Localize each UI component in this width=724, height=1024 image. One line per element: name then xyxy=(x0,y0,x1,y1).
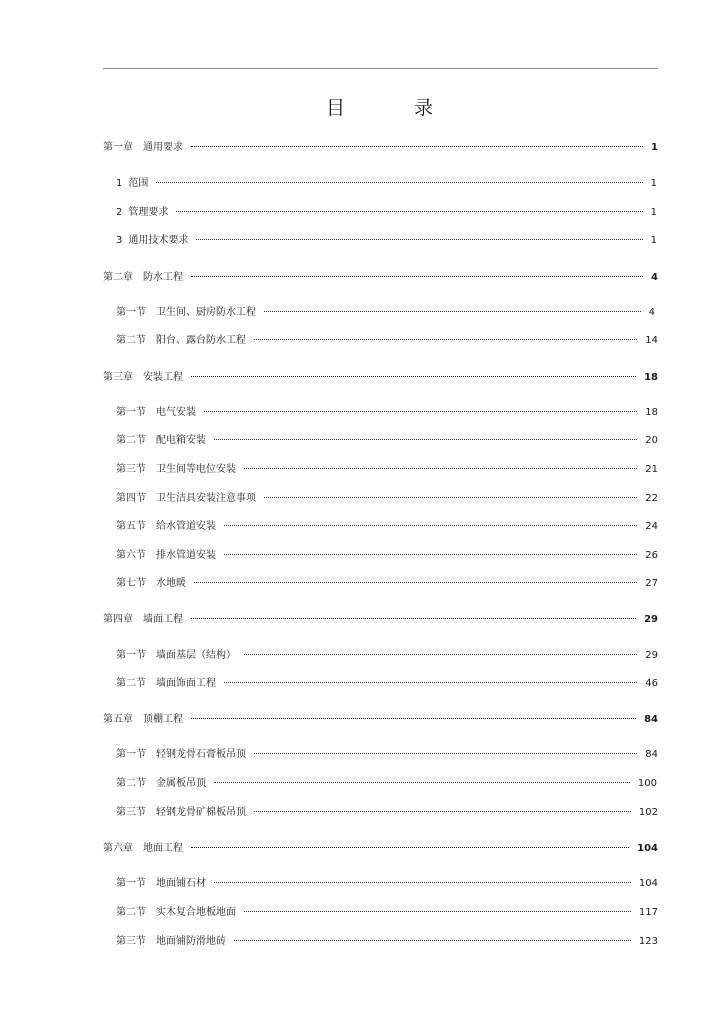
toc-entry-label: 墙面饰面工程 xyxy=(156,678,216,689)
toc-entry-number: 第二节 xyxy=(116,678,146,689)
toc-entry-number: 2 xyxy=(116,207,123,218)
toc-chapter-entry[interactable] xyxy=(103,842,658,856)
dot-leader xyxy=(264,497,637,498)
toc-entry-number: 第一节 xyxy=(116,749,146,760)
toc-page-number: 117 xyxy=(638,907,658,918)
dot-leader xyxy=(204,411,637,412)
toc-entry-label: 管理要求 xyxy=(128,207,169,218)
toc-page-number: 1 xyxy=(650,235,657,246)
toc-entry[interactable] xyxy=(116,234,657,248)
toc-entry[interactable] xyxy=(116,177,657,191)
toc-entry-label: 范围 xyxy=(128,178,149,189)
toc-entry-label: 地面工程 xyxy=(143,843,183,854)
toc-entry[interactable] xyxy=(116,748,658,762)
toc-chapter-entry[interactable] xyxy=(103,613,658,627)
dot-leader xyxy=(196,239,642,240)
dot-leader xyxy=(234,940,631,941)
dot-leader xyxy=(191,618,636,619)
dot-leader xyxy=(194,582,637,583)
toc-entry-number: 1 xyxy=(116,178,123,189)
toc-page-number: 21 xyxy=(645,464,658,475)
toc-entry[interactable] xyxy=(116,334,658,348)
toc-page-number: 1 xyxy=(651,142,658,153)
dot-leader xyxy=(254,753,637,754)
dot-leader xyxy=(191,276,643,277)
toc-entry-label: 实木复合地板地面 xyxy=(156,907,236,918)
toc-page-number: 84 xyxy=(645,749,658,760)
toc-entry-label: 配电箱安装 xyxy=(156,435,206,446)
dot-leader xyxy=(191,847,629,848)
toc-entry[interactable] xyxy=(116,463,658,477)
toc-entry[interactable] xyxy=(116,806,658,820)
toc-entry-label: 地面铺石材 xyxy=(156,878,206,889)
toc-entry-number: 第四节 xyxy=(116,493,146,504)
toc-entry-number: 第一节 xyxy=(116,407,146,418)
dot-leader xyxy=(214,882,631,883)
dot-leader xyxy=(254,339,637,340)
toc-page-number: 26 xyxy=(645,550,658,561)
toc-page-number: 102 xyxy=(638,807,658,818)
toc-entry-number: 第一节 xyxy=(116,878,146,889)
toc-page-number: 1 xyxy=(650,178,657,189)
toc-page-number: 1 xyxy=(650,207,657,218)
dot-leader xyxy=(224,525,637,526)
dot-leader xyxy=(244,654,637,655)
toc-chapter-entry[interactable] xyxy=(103,141,658,155)
title-char-2: 录 xyxy=(414,97,434,119)
toc-entry[interactable] xyxy=(116,649,658,663)
toc-entry[interactable] xyxy=(116,206,657,220)
toc-entry-number: 第三节 xyxy=(116,464,146,475)
toc-entry[interactable] xyxy=(116,906,658,920)
toc-entry-label: 墙面基层（结构） xyxy=(156,650,236,661)
toc-entry[interactable] xyxy=(116,577,658,591)
toc-page-number: 27 xyxy=(645,578,658,589)
toc-entry-label: 电气安装 xyxy=(156,407,196,418)
toc-entry[interactable] xyxy=(116,549,658,563)
toc-entry[interactable] xyxy=(116,520,658,534)
toc-entry-number: 第一章 xyxy=(103,142,133,153)
toc-chapter-entry[interactable] xyxy=(103,371,658,385)
toc-entry-label: 阳台、露台防水工程 xyxy=(156,335,246,346)
toc-entry-label: 安装工程 xyxy=(143,372,183,383)
toc-entry-number: 第四章 xyxy=(103,614,133,625)
toc-entry-label: 给水管道安装 xyxy=(156,521,216,532)
toc-entry-number: 第二节 xyxy=(116,435,146,446)
dot-leader xyxy=(191,146,643,147)
toc-entry[interactable] xyxy=(116,777,657,791)
toc-page-number: 100 xyxy=(637,778,657,789)
title-char-1: 目 xyxy=(326,97,346,119)
toc-entry[interactable] xyxy=(116,306,655,320)
toc-page-number: 104 xyxy=(638,878,658,889)
toc-page-number: 46 xyxy=(645,678,658,689)
toc-page-number: 84 xyxy=(644,714,658,725)
toc-entry-label: 排水管道安装 xyxy=(156,550,216,561)
toc-entry-number: 第五章 xyxy=(103,714,133,725)
toc-page-number: 29 xyxy=(644,614,658,625)
toc-entry-label: 顶棚工程 xyxy=(143,714,183,725)
toc-entry-number: 第二节 xyxy=(116,778,146,789)
dot-leader xyxy=(191,376,636,377)
dot-leader xyxy=(224,682,637,683)
toc-entry-number: 第二节 xyxy=(116,335,146,346)
dot-leader xyxy=(244,911,631,912)
toc-page-number: 29 xyxy=(645,650,658,661)
toc-entry-label: 轻钢龙骨矿棉板吊顶 xyxy=(156,807,246,818)
toc-entry-label: 卫生间、厨房防水工程 xyxy=(156,307,256,318)
toc-entry-label: 通用要求 xyxy=(143,142,183,153)
toc-page-number: 24 xyxy=(645,521,658,532)
toc-entry-number: 第六章 xyxy=(103,843,133,854)
dot-leader xyxy=(191,718,636,719)
toc-page-number: 18 xyxy=(645,407,658,418)
toc-entry-number: 第三节 xyxy=(116,936,146,947)
toc-page-number: 123 xyxy=(638,936,658,947)
toc-entry-number: 第六节 xyxy=(116,550,146,561)
toc-entry-label: 水地暖 xyxy=(156,578,186,589)
toc-entry-number: 第一节 xyxy=(116,650,146,661)
toc-entry-number: 第五节 xyxy=(116,521,146,532)
toc-entry-number: 第二章 xyxy=(103,272,133,283)
toc-entry-label: 通用技术要求 xyxy=(128,235,189,246)
dot-leader xyxy=(224,554,637,555)
dot-leader xyxy=(214,782,630,783)
toc-entry-label: 卫生洁具安装注意事项 xyxy=(156,493,256,504)
toc-page-number: 4 xyxy=(651,272,658,283)
toc-entry-label: 轻钢龙骨石膏板吊顶 xyxy=(156,749,246,760)
toc-entry-number: 第二节 xyxy=(116,907,146,918)
toc-entry[interactable] xyxy=(116,434,658,448)
toc-entry-label: 防水工程 xyxy=(143,272,183,283)
toc-entry-label: 墙面工程 xyxy=(143,614,183,625)
toc-chapter-entry[interactable] xyxy=(103,271,658,285)
toc-page-number: 4 xyxy=(648,307,655,318)
dot-leader xyxy=(264,311,641,312)
dot-leader xyxy=(176,211,642,212)
dot-leader xyxy=(244,468,637,469)
toc-entry[interactable] xyxy=(116,677,658,691)
toc-page-number: 18 xyxy=(644,372,658,383)
toc-entry-label: 金属板吊顶 xyxy=(156,778,206,789)
toc-entry[interactable] xyxy=(116,406,658,420)
toc-entry-number: 第七节 xyxy=(116,578,146,589)
dot-leader xyxy=(214,439,637,440)
toc-entry[interactable] xyxy=(116,935,658,949)
toc-entry-number: 第三节 xyxy=(116,807,146,818)
dot-leader xyxy=(254,811,631,812)
toc-page-number: 22 xyxy=(645,493,658,504)
toc-entry-number: 3 xyxy=(116,235,123,246)
toc-entry-number: 第一节 xyxy=(116,307,146,318)
toc-entry-label: 地面铺防滑地砖 xyxy=(156,936,226,947)
toc-page-number: 104 xyxy=(637,843,658,854)
toc-chapter-entry[interactable] xyxy=(103,713,658,727)
dot-leader xyxy=(156,182,642,183)
toc-entry-number: 第三章 xyxy=(103,372,133,383)
toc-entry[interactable] xyxy=(116,492,658,506)
toc-page-number: 20 xyxy=(645,435,658,446)
toc-entry-label: 卫生间等电位安装 xyxy=(156,464,236,475)
toc-page-number: 14 xyxy=(645,335,658,346)
toc-entry[interactable] xyxy=(116,877,658,891)
